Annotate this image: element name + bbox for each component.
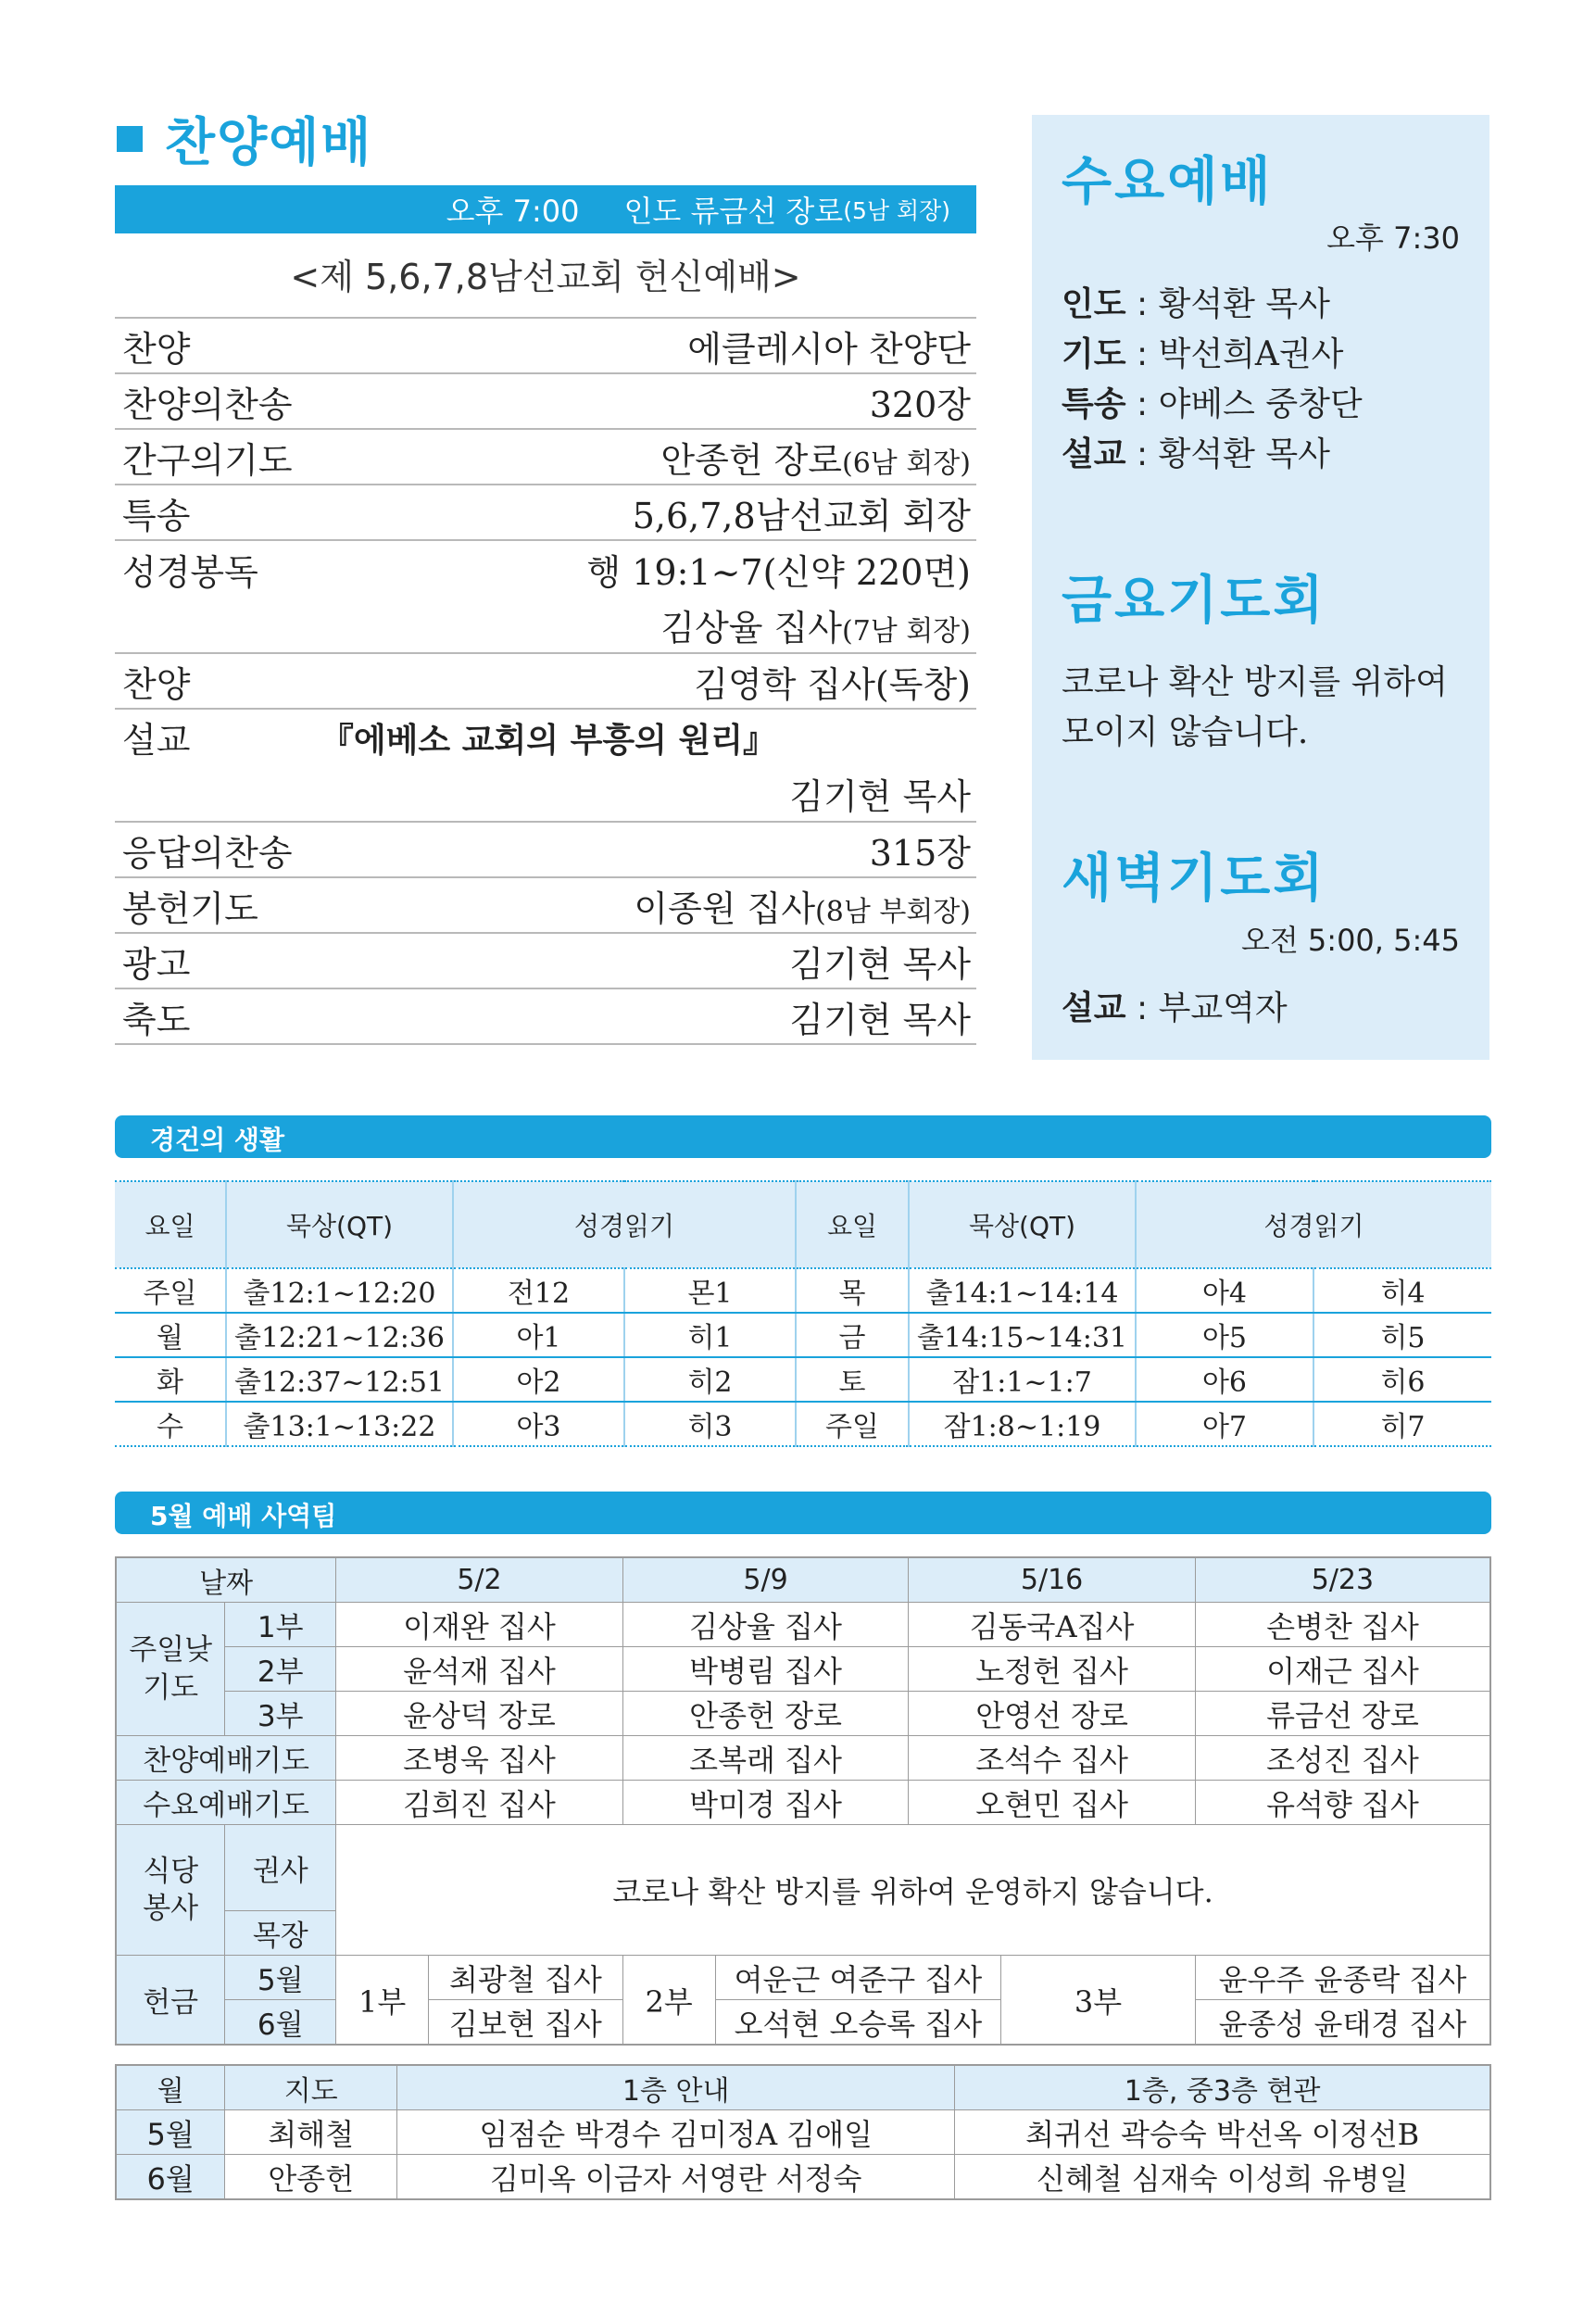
wednesday-service-title: 수요예배 <box>1062 152 1274 212</box>
team-cell: 오현민 집사 <box>909 1781 1196 1825</box>
reading-cell: 히7 <box>1313 1402 1491 1446</box>
qt-cell: 출14:1~14:14 <box>909 1268 1136 1313</box>
order-row <box>115 821 976 876</box>
day-cell: 목 <box>796 1268 909 1313</box>
date-header: 5/23 <box>1195 1557 1490 1603</box>
guide-header: 1층, 중3층 현관 <box>955 2065 1490 2110</box>
wednesday-prayer-label: 수요예배기도 <box>116 1781 336 1825</box>
guide-cell: 임점순 박경수 김미정A 김애일 <box>397 2110 955 2155</box>
reading-reader: 김상율 집사(7남 회장) <box>660 607 971 648</box>
praise-service-info-bar <box>115 185 976 233</box>
table-row <box>116 2000 1490 2046</box>
table-row <box>116 1825 1490 1911</box>
praise-service-title <box>117 104 372 174</box>
side-panel <box>1032 115 1489 1060</box>
reading-cell: 히3 <box>624 1402 796 1446</box>
team-section-title: 5월 예배 사역팀 <box>150 1501 337 1531</box>
day-cell: 토 <box>796 1357 909 1402</box>
praise-prayer-label: 찬양예배기도 <box>116 1736 336 1781</box>
order-row <box>115 317 976 372</box>
guide-month: 5월 <box>116 2110 225 2155</box>
part-label: 3부 <box>225 1692 336 1736</box>
team-cell: 이재완 집사 <box>336 1603 623 1647</box>
meal-row-label: 목장 <box>225 1911 336 1956</box>
order-label: 성경봉독 <box>122 551 258 593</box>
wednesday-line: 설교 : 황석환 목사 <box>1062 435 1330 473</box>
reading-cell: 아7 <box>1136 1402 1313 1446</box>
part-label: 1부 <box>225 1603 336 1647</box>
team-cell: 조복래 집사 <box>622 1736 909 1781</box>
day-cell: 화 <box>115 1357 226 1402</box>
qt-cell: 출14:15~14:31 <box>909 1313 1136 1357</box>
offering-part: 3부 <box>1001 1956 1196 2046</box>
order-value: 에클레시아 찬양단 <box>687 328 971 370</box>
qt-cell: 출12:37~12:51 <box>226 1357 453 1402</box>
date-header: 5/2 <box>336 1557 623 1603</box>
team-cell: 박미경 집사 <box>622 1781 909 1825</box>
reading-cell: 전12 <box>453 1268 624 1313</box>
ministry-team-table <box>115 1556 1491 2046</box>
table-row <box>116 1557 1490 1603</box>
date-label: 날짜 <box>116 1557 336 1603</box>
guide-cell: 최귀선 곽승숙 박선옥 이정선B <box>955 2110 1490 2155</box>
offering-month: 6월 <box>225 2000 336 2046</box>
table-row <box>115 1402 1491 1446</box>
team-section-bar <box>115 1492 1491 1534</box>
order-label: 응답의찬송 <box>122 832 293 874</box>
reading-cell: 아3 <box>453 1402 624 1446</box>
qt-cell: 잠1:8~1:19 <box>909 1402 1136 1446</box>
reading-cell: 아2 <box>453 1357 624 1402</box>
order-label: 간구의기도 <box>122 439 293 481</box>
order-label: 찬양 <box>122 663 191 705</box>
order-label: 광고 <box>122 943 191 985</box>
devotion-section-bar <box>115 1115 1491 1158</box>
table-row <box>116 1603 1490 1647</box>
order-value: 김기현 목사 <box>789 943 971 985</box>
dawn-prayer-title: 새벽기도회 <box>1062 849 1326 909</box>
order-value: 안종헌 장로(6남 회장) <box>660 439 971 481</box>
table-row <box>116 1956 1490 2000</box>
dawn-line: 설교 : 부교역자 <box>1062 989 1288 1027</box>
guide-cell: 신혜철 심재숙 이성희 유병일 <box>955 2155 1490 2200</box>
team-cell: 안종헌 장로 <box>622 1692 909 1736</box>
qt-cell: 출12:21~12:36 <box>226 1313 453 1357</box>
reading-cell: 히4 <box>1313 1268 1491 1313</box>
day-cell: 수 <box>115 1402 226 1446</box>
header-day: 요일 <box>115 1181 226 1268</box>
team-cell: 윤우주 윤종락 집사 <box>1195 1956 1490 2000</box>
team-cell: 윤종성 윤태경 집사 <box>1195 2000 1490 2046</box>
reading-cell: 히1 <box>624 1313 796 1357</box>
team-cell: 윤석재 집사 <box>336 1647 623 1692</box>
team-cell: 노정헌 집사 <box>909 1647 1196 1692</box>
offering-part: 1부 <box>336 1956 429 2046</box>
order-row <box>115 428 976 484</box>
part-label: 2부 <box>225 1647 336 1692</box>
meal-service-label: 식당 봉사 <box>116 1825 225 1956</box>
guide-header: 지도 <box>225 2065 397 2110</box>
dawn-prayer-time: 오전 5:00, 5:45 <box>1240 923 1460 958</box>
qt-cell: 출12:1~12:20 <box>226 1268 453 1313</box>
team-cell: 류금선 장로 <box>1195 1692 1490 1736</box>
wednesday-line: 기도 : 박선희A권사 <box>1062 335 1344 373</box>
day-cell: 월 <box>115 1313 226 1357</box>
order-row <box>115 988 976 1045</box>
reading-passage: 행 19:1~7(신약 220면) <box>586 551 971 593</box>
table-row <box>116 2155 1490 2200</box>
order-label: 찬양 <box>122 328 191 370</box>
guide-cell: 김미옥 이금자 서영란 서정숙 <box>397 2155 955 2200</box>
guide-cell: 안종헌 <box>225 2155 397 2200</box>
wednesday-service-time: 오후 7:30 <box>1326 220 1460 256</box>
order-label: 특송 <box>122 495 191 536</box>
table-row <box>115 1313 1491 1357</box>
guide-cell: 최해철 <box>225 2110 397 2155</box>
team-cell: 조병욱 집사 <box>336 1736 623 1781</box>
qt-cell: 잠1:1~1:7 <box>909 1357 1136 1402</box>
praise-subtitle: <제 5,6,7,8남선교회 헌신예배> <box>290 257 801 297</box>
guide-header: 월 <box>116 2065 225 2110</box>
devotion-section-title: 경건의 생활 <box>150 1125 284 1155</box>
order-value: 김영학 집사(독창) <box>694 663 971 705</box>
table-row <box>116 1736 1490 1781</box>
sermon-preacher: 김기현 목사 <box>789 775 971 817</box>
team-cell: 조석수 집사 <box>909 1736 1196 1781</box>
header-qt: 묵상(QT) <box>226 1181 453 1268</box>
order-row-reading <box>115 539 976 652</box>
day-cell: 주일 <box>796 1402 909 1446</box>
team-cell: 김희진 집사 <box>336 1781 623 1825</box>
friday-notice-line1: 코로나 확산 방지를 위하여 <box>1062 663 1448 701</box>
table-row <box>116 1781 1490 1825</box>
order-row <box>115 652 976 708</box>
header-day: 요일 <box>796 1181 909 1268</box>
team-cell: 김동국A집사 <box>909 1603 1196 1647</box>
order-value: 315장 <box>869 832 971 874</box>
qt-cell: 출13:1~13:22 <box>226 1402 453 1446</box>
team-cell: 김상율 집사 <box>622 1603 909 1647</box>
offering-label: 헌금 <box>116 1956 225 2046</box>
praise-service-heading: 찬양예배 <box>165 113 373 173</box>
header-qt: 묵상(QT) <box>909 1181 1136 1268</box>
friday-prayer-title: 금요기도회 <box>1062 571 1326 631</box>
table-row <box>116 2065 1490 2110</box>
order-label: 축도 <box>122 999 191 1040</box>
praise-leader-note: (5남 회장) <box>843 197 950 224</box>
reading-cell: 히5 <box>1313 1313 1491 1357</box>
team-cell: 조성진 집사 <box>1195 1736 1490 1781</box>
offering-part: 2부 <box>622 1956 715 2046</box>
order-label: 찬양의찬송 <box>122 384 293 425</box>
order-label: 설교 <box>122 720 191 761</box>
meal-row-label: 권사 <box>225 1825 336 1911</box>
devotion-table <box>115 1180 1491 1447</box>
reading-cell: 아1 <box>453 1313 624 1357</box>
guide-month: 6월 <box>116 2155 225 2200</box>
team-cell: 유석향 집사 <box>1195 1781 1490 1825</box>
order-label: 봉헌기도 <box>122 888 258 929</box>
order-value: 이종원 집사(8남 부회장) <box>634 888 971 929</box>
team-cell: 손병찬 집사 <box>1195 1603 1490 1647</box>
order-row <box>115 932 976 988</box>
reading-cell: 몬1 <box>624 1268 796 1313</box>
guide-table <box>115 2064 1491 2200</box>
reading-cell: 히2 <box>624 1357 796 1402</box>
team-cell: 윤상덕 장로 <box>336 1692 623 1736</box>
praise-leader: 인도 류금선 장로 <box>623 194 844 229</box>
friday-notice-line2: 모이지 않습니다. <box>1062 713 1309 751</box>
guide-header: 1층 안내 <box>397 2065 955 2110</box>
meal-notice: 코로나 확산 방지를 위하여 운영하지 않습니다. <box>336 1825 1490 1956</box>
order-value: 320장 <box>869 384 971 425</box>
team-cell: 김보현 집사 <box>429 2000 623 2046</box>
reading-cell: 아4 <box>1136 1268 1313 1313</box>
header-reading: 성경읽기 <box>1136 1181 1491 1268</box>
team-cell: 여운근 여준구 집사 <box>715 1956 1001 2000</box>
wednesday-line: 인도 : 황석환 목사 <box>1062 285 1330 323</box>
table-row <box>115 1357 1491 1402</box>
order-value: 김기현 목사 <box>789 999 971 1040</box>
table-row <box>116 2110 1490 2155</box>
day-cell: 주일 <box>115 1268 226 1313</box>
order-row <box>115 876 976 932</box>
date-header: 5/9 <box>622 1557 909 1603</box>
wednesday-line: 특송 : 야베스 중창단 <box>1062 385 1363 423</box>
praise-time: 오후 7:00 <box>446 194 580 229</box>
team-cell: 안영선 장로 <box>909 1692 1196 1736</box>
team-cell: 이재근 집사 <box>1195 1647 1490 1692</box>
table-row <box>116 1692 1490 1736</box>
date-header: 5/16 <box>909 1557 1196 1603</box>
worship-order <box>115 317 976 1045</box>
order-value: 5,6,7,8남선교회 회장 <box>632 495 971 536</box>
reading-cell: 아5 <box>1136 1313 1313 1357</box>
order-row <box>115 372 976 428</box>
sermon-title: 『에베소 교회의 부흥의 원리』 <box>320 721 776 760</box>
table-row <box>115 1268 1491 1313</box>
team-cell: 박병림 집사 <box>622 1647 909 1692</box>
reading-cell: 아6 <box>1136 1357 1313 1402</box>
sunday-prayer-label: 주일낮 기도 <box>116 1603 225 1736</box>
team-cell: 오석현 오승록 집사 <box>715 2000 1001 2046</box>
offering-month: 5월 <box>225 1956 336 2000</box>
header-reading: 성경읽기 <box>453 1181 796 1268</box>
order-row-sermon <box>115 708 976 821</box>
table-row <box>116 1647 1490 1692</box>
day-cell: 금 <box>796 1313 909 1357</box>
square-bullet-icon <box>117 126 143 152</box>
devotion-header-row <box>115 1181 1491 1268</box>
order-row <box>115 484 976 539</box>
reading-cell: 히6 <box>1313 1357 1491 1402</box>
team-cell: 최광철 집사 <box>429 1956 623 2000</box>
